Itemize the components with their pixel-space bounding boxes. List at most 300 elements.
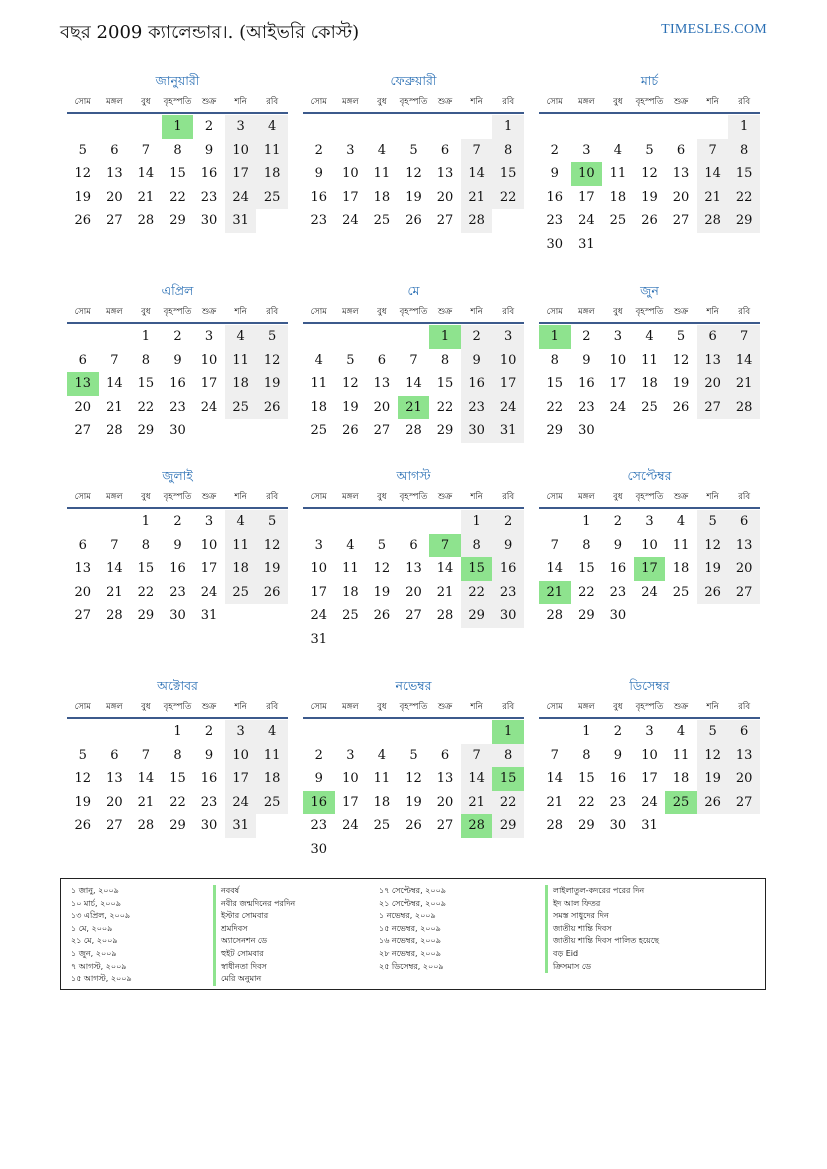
day-cell[interactable]: 9	[613, 747, 623, 763]
day-cell[interactable]: 19	[373, 584, 391, 600]
day-cell[interactable]: 28	[697, 209, 729, 233]
day-cell[interactable]: 3	[346, 747, 355, 763]
day-cell[interactable]: 5	[697, 510, 729, 534]
day-cell[interactable]: 16	[200, 166, 218, 182]
day-cell[interactable]: 31	[200, 608, 218, 624]
day-cell[interactable]: 4	[676, 514, 686, 529]
day-cell[interactable]: 19	[672, 376, 690, 392]
day-cell[interactable]: 13	[728, 534, 760, 558]
day-cell[interactable]: 30	[310, 841, 328, 857]
day-cell[interactable]: 14	[106, 376, 123, 392]
day-cell[interactable]: 18	[225, 372, 257, 396]
day-cell[interactable]: 15	[492, 767, 524, 791]
day-cell[interactable]: 27	[373, 423, 391, 439]
day-cell[interactable]: 3	[613, 329, 623, 344]
day-cell[interactable]: 7	[461, 744, 493, 768]
day-cell[interactable]: 1	[141, 329, 151, 344]
day-cell[interactable]: 25	[256, 186, 288, 210]
day-cell[interactable]: 20	[106, 189, 123, 205]
day-cell[interactable]: 20	[728, 557, 760, 581]
day-cell[interactable]: 25	[672, 584, 690, 600]
day-cell[interactable]: 20	[436, 794, 454, 810]
day-cell[interactable]: 5	[78, 142, 87, 158]
day-cell[interactable]: 11	[641, 352, 658, 368]
day-cell[interactable]: 12	[641, 166, 658, 182]
day-cell[interactable]: 18	[672, 561, 690, 577]
day-cell[interactable]: 13	[728, 744, 760, 768]
day-cell[interactable]: 6	[728, 720, 760, 744]
day-cell[interactable]: 19	[74, 794, 92, 810]
day-cell[interactable]: 6	[440, 142, 450, 158]
day-cell[interactable]: 26	[342, 423, 359, 439]
day-cell[interactable]: 16	[200, 771, 218, 787]
day-cell[interactable]: 14	[728, 349, 760, 373]
day-cell[interactable]: 5	[645, 142, 654, 158]
day-cell[interactable]: 7	[728, 325, 760, 349]
day-cell[interactable]: 23	[200, 189, 218, 205]
day-cell[interactable]: 10	[571, 162, 603, 186]
day-cell[interactable]: 19	[256, 557, 288, 581]
day-cell[interactable]: 18	[641, 376, 658, 392]
day-cell[interactable]: 26	[74, 818, 92, 834]
day-cell[interactable]: 6	[440, 747, 450, 763]
day-cell[interactable]: 27	[405, 608, 422, 624]
day-cell[interactable]: 24	[310, 608, 328, 624]
day-cell[interactable]: 19	[697, 557, 729, 581]
day-cell[interactable]: 27	[436, 213, 454, 229]
day-cell[interactable]: 22	[137, 584, 155, 600]
day-cell[interactable]: 1	[492, 115, 524, 139]
day-cell[interactable]: 9	[204, 142, 214, 158]
day-cell[interactable]: 1	[582, 514, 591, 529]
day-cell[interactable]: 2	[173, 329, 182, 344]
day-cell[interactable]: 11	[225, 534, 257, 558]
day-cell[interactable]: 3	[582, 142, 591, 158]
day-cell[interactable]: 7	[409, 352, 418, 368]
day-cell[interactable]: 30	[578, 423, 595, 439]
day-cell[interactable]: 13	[373, 376, 391, 392]
day-cell[interactable]: 29	[546, 423, 564, 439]
day-cell[interactable]: 12	[256, 534, 288, 558]
day-cell[interactable]: 21	[546, 794, 564, 810]
day-cell[interactable]: 8	[492, 744, 524, 768]
day-cell[interactable]: 24	[200, 584, 218, 600]
day-cell[interactable]: 28	[106, 608, 123, 624]
day-cell[interactable]: 27	[697, 396, 729, 420]
day-cell[interactable]: 1	[582, 724, 591, 739]
day-cell[interactable]: 19	[405, 189, 422, 205]
day-cell[interactable]: 12	[697, 744, 729, 768]
day-cell[interactable]: 12	[405, 166, 422, 182]
day-cell[interactable]: 20	[728, 767, 760, 791]
day-cell[interactable]: 31	[578, 236, 595, 252]
day-cell[interactable]: 14	[461, 162, 493, 186]
day-cell[interactable]: 12	[74, 771, 92, 787]
day-cell[interactable]: 31	[641, 818, 658, 834]
day-cell[interactable]: 4	[613, 142, 623, 158]
day-cell[interactable]: 4	[256, 115, 288, 139]
day-cell[interactable]: 26	[697, 791, 729, 815]
day-cell[interactable]: 8	[461, 534, 493, 558]
day-cell[interactable]: 3	[314, 537, 323, 553]
day-cell[interactable]: 28	[436, 608, 454, 624]
day-cell[interactable]: 28	[137, 818, 155, 834]
day-cell[interactable]: 8	[173, 142, 182, 158]
day-cell[interactable]: 21	[461, 791, 493, 815]
day-cell[interactable]: 7	[429, 534, 461, 558]
day-cell[interactable]: 30	[546, 236, 564, 252]
day-cell[interactable]: 28	[405, 423, 422, 439]
day-cell[interactable]: 13	[436, 166, 454, 182]
day-cell[interactable]: 8	[440, 352, 450, 368]
day-cell[interactable]: 10	[200, 537, 218, 553]
day-cell[interactable]: 25	[641, 399, 658, 415]
day-cell[interactable]: 8	[141, 352, 151, 368]
day-cell[interactable]: 21	[106, 584, 123, 600]
day-cell[interactable]: 22	[546, 399, 564, 415]
day-cell[interactable]: 6	[697, 325, 729, 349]
day-cell[interactable]: 28	[106, 423, 123, 439]
day-cell[interactable]: 11	[373, 166, 391, 182]
day-cell[interactable]: 16	[578, 376, 595, 392]
day-cell[interactable]: 18	[310, 399, 328, 415]
day-cell[interactable]: 7	[110, 537, 119, 553]
day-cell[interactable]: 22	[436, 399, 454, 415]
day-cell[interactable]: 7	[110, 352, 119, 368]
day-cell[interactable]: 13	[405, 561, 422, 577]
day-cell[interactable]: 20	[672, 189, 690, 205]
day-cell[interactable]: 28	[461, 209, 493, 233]
day-cell[interactable]: 17	[342, 189, 359, 205]
day-cell[interactable]: 15	[492, 162, 524, 186]
day-cell[interactable]: 26	[697, 581, 729, 605]
day-cell[interactable]: 16	[492, 557, 524, 581]
day-cell[interactable]: 5	[676, 329, 686, 344]
day-cell[interactable]: 30	[492, 604, 524, 628]
day-cell[interactable]: 2	[204, 119, 214, 134]
day-cell[interactable]: 10	[200, 352, 218, 368]
day-cell[interactable]: 8	[728, 139, 760, 163]
day-cell[interactable]: 4	[377, 142, 387, 158]
day-cell[interactable]: 20	[436, 189, 454, 205]
day-cell[interactable]: 20	[106, 794, 123, 810]
day-cell[interactable]: 23	[310, 818, 328, 834]
day-cell[interactable]: 22	[169, 794, 186, 810]
day-cell[interactable]: 21	[398, 396, 430, 420]
day-cell[interactable]: 11	[225, 349, 257, 373]
day-cell[interactable]: 8	[173, 747, 182, 763]
day-cell[interactable]: 5	[256, 510, 288, 534]
day-cell[interactable]: 10	[342, 166, 359, 182]
day-cell[interactable]: 2	[582, 329, 591, 344]
day-cell[interactable]: 22	[578, 794, 595, 810]
day-cell[interactable]: 13	[436, 771, 454, 787]
day-cell[interactable]: 16	[169, 376, 186, 392]
day-cell[interactable]: 25	[225, 581, 257, 605]
day-cell[interactable]: 9	[613, 537, 623, 553]
day-cell[interactable]: 15	[137, 376, 155, 392]
day-cell[interactable]: 26	[256, 581, 288, 605]
day-cell[interactable]: 3	[225, 115, 257, 139]
day-cell[interactable]: 22	[578, 584, 595, 600]
day-cell[interactable]: 8	[492, 139, 524, 163]
day-cell[interactable]: 3	[645, 514, 654, 529]
day-cell[interactable]: 23	[609, 584, 627, 600]
day-cell[interactable]: 23	[169, 584, 186, 600]
day-cell[interactable]: 22	[169, 189, 186, 205]
day-cell[interactable]: 1	[141, 514, 151, 529]
day-cell[interactable]: 5	[256, 325, 288, 349]
day-cell[interactable]: 6	[78, 352, 87, 368]
day-cell[interactable]: 31	[310, 631, 328, 647]
day-cell[interactable]: 29	[169, 213, 186, 229]
day-cell[interactable]: 18	[342, 584, 359, 600]
day-cell[interactable]: 2	[613, 724, 623, 739]
day-cell[interactable]: 2	[550, 142, 559, 158]
day-cell[interactable]: 15	[728, 162, 760, 186]
day-cell[interactable]: 14	[697, 162, 729, 186]
day-cell[interactable]: 28	[546, 818, 564, 834]
day-cell[interactable]: 22	[461, 581, 493, 605]
day-cell[interactable]: 10	[609, 352, 627, 368]
day-cell[interactable]: 29	[436, 423, 454, 439]
day-cell[interactable]: 27	[728, 791, 760, 815]
day-cell[interactable]: 14	[461, 767, 493, 791]
day-cell[interactable]: 5	[377, 537, 387, 553]
day-cell[interactable]: 8	[141, 537, 151, 553]
day-cell[interactable]: 28	[546, 608, 564, 624]
day-cell[interactable]: 6	[78, 537, 87, 553]
day-cell[interactable]: 28	[461, 814, 493, 838]
day-cell[interactable]: 2	[613, 514, 623, 529]
day-cell[interactable]: 29	[492, 814, 524, 838]
day-cell[interactable]: 10	[492, 349, 524, 373]
day-cell[interactable]: 13	[106, 166, 123, 182]
day-cell[interactable]: 11	[672, 747, 690, 763]
day-cell[interactable]: 22	[492, 186, 524, 210]
day-cell[interactable]: 13	[672, 166, 690, 182]
day-cell[interactable]: 25	[609, 213, 627, 229]
day-cell[interactable]: 11	[256, 744, 288, 768]
day-cell[interactable]: 8	[582, 537, 591, 553]
day-cell[interactable]: 16	[310, 189, 328, 205]
day-cell[interactable]: 22	[137, 399, 155, 415]
day-cell[interactable]: 9	[314, 166, 323, 182]
day-cell[interactable]: 24	[342, 818, 359, 834]
day-cell[interactable]: 15	[169, 771, 186, 787]
day-cell[interactable]: 15	[546, 376, 564, 392]
day-cell[interactable]: 18	[373, 189, 391, 205]
day-cell[interactable]: 11	[373, 771, 391, 787]
day-cell[interactable]: 14	[106, 561, 123, 577]
day-cell[interactable]: 1	[728, 115, 760, 139]
day-cell[interactable]: 28	[728, 396, 760, 420]
day-cell[interactable]: 4	[256, 720, 288, 744]
day-cell[interactable]: 13	[106, 771, 123, 787]
day-cell[interactable]: 29	[169, 818, 186, 834]
day-cell[interactable]: 20	[697, 372, 729, 396]
day-cell[interactable]: 31	[225, 814, 257, 838]
day-cell[interactable]: 11	[310, 376, 328, 392]
day-cell[interactable]: 17	[225, 767, 257, 791]
day-cell[interactable]: 17	[310, 584, 328, 600]
day-cell[interactable]: 22	[492, 791, 524, 815]
day-cell[interactable]: 10	[641, 747, 658, 763]
day-cell[interactable]: 31	[492, 419, 524, 443]
day-cell[interactable]: 24	[200, 399, 218, 415]
day-cell[interactable]: 4	[314, 352, 323, 368]
day-cell[interactable]: 12	[342, 376, 359, 392]
day-cell[interactable]: 21	[106, 399, 123, 415]
day-cell[interactable]: 3	[204, 514, 214, 529]
day-cell[interactable]: 14	[405, 376, 422, 392]
day-cell[interactable]: 24	[609, 399, 627, 415]
day-cell[interactable]: 12	[405, 771, 422, 787]
day-cell[interactable]: 27	[106, 818, 123, 834]
day-cell[interactable]: 24	[641, 794, 658, 810]
day-cell[interactable]: 30	[169, 608, 186, 624]
day-cell[interactable]: 19	[405, 794, 422, 810]
day-cell[interactable]: 13	[67, 372, 99, 396]
day-cell[interactable]: 16	[169, 561, 186, 577]
day-cell[interactable]: 17	[200, 376, 218, 392]
day-cell[interactable]: 26	[405, 818, 422, 834]
day-cell[interactable]: 10	[641, 537, 658, 553]
day-cell[interactable]: 26	[641, 213, 658, 229]
day-cell[interactable]: 12	[256, 349, 288, 373]
day-cell[interactable]: 9	[173, 352, 182, 368]
day-cell[interactable]: 16	[303, 791, 335, 815]
day-cell[interactable]: 14	[137, 166, 155, 182]
day-cell[interactable]: 29	[578, 608, 595, 624]
day-cell[interactable]: 14	[436, 561, 454, 577]
day-cell[interactable]: 3	[346, 142, 355, 158]
day-cell[interactable]: 19	[256, 372, 288, 396]
day-cell[interactable]: 26	[256, 396, 288, 420]
day-cell[interactable]: 1	[461, 510, 493, 534]
day-cell[interactable]: 21	[728, 372, 760, 396]
day-cell[interactable]: 9	[314, 771, 323, 787]
day-cell[interactable]: 26	[672, 399, 690, 415]
day-cell[interactable]: 1	[162, 115, 194, 139]
day-cell[interactable]: 25	[373, 213, 391, 229]
day-cell[interactable]: 2	[173, 514, 182, 529]
day-cell[interactable]: 15	[137, 561, 155, 577]
day-cell[interactable]: 30	[609, 608, 627, 624]
day-cell[interactable]: 26	[405, 213, 422, 229]
day-cell[interactable]: 21	[539, 581, 571, 605]
day-cell[interactable]: 2	[204, 724, 214, 739]
day-cell[interactable]: 9	[204, 747, 214, 763]
day-cell[interactable]: 27	[672, 213, 690, 229]
day-cell[interactable]: 25	[373, 818, 391, 834]
day-cell[interactable]: 14	[546, 561, 564, 577]
day-cell[interactable]: 30	[461, 419, 493, 443]
day-cell[interactable]: 5	[409, 747, 418, 763]
day-cell[interactable]: 6	[377, 352, 387, 368]
day-cell[interactable]: 20	[74, 584, 92, 600]
day-cell[interactable]: 11	[256, 139, 288, 163]
day-cell[interactable]: 23	[578, 399, 595, 415]
day-cell[interactable]: 23	[169, 399, 186, 415]
day-cell[interactable]: 24	[578, 213, 595, 229]
day-cell[interactable]: 27	[74, 423, 92, 439]
day-cell[interactable]: 17	[578, 189, 595, 205]
day-cell[interactable]: 5	[78, 747, 87, 763]
day-cell[interactable]: 11	[609, 166, 627, 182]
day-cell[interactable]: 20	[373, 399, 391, 415]
day-cell[interactable]: 15	[578, 771, 595, 787]
day-cell[interactable]: 26	[74, 213, 92, 229]
day-cell[interactable]: 7	[550, 537, 559, 553]
day-cell[interactable]: 6	[110, 142, 119, 158]
day-cell[interactable]: 30	[200, 213, 218, 229]
day-cell[interactable]: 17	[492, 372, 524, 396]
day-cell[interactable]: 27	[436, 818, 454, 834]
day-cell[interactable]: 2	[492, 510, 524, 534]
day-cell[interactable]: 7	[141, 142, 151, 158]
day-cell[interactable]: 1	[429, 325, 461, 349]
day-cell[interactable]: 21	[697, 186, 729, 210]
day-cell[interactable]: 31	[225, 209, 257, 233]
day-cell[interactable]: 24	[342, 213, 359, 229]
day-cell[interactable]: 5	[697, 720, 729, 744]
day-cell[interactable]: 16	[609, 771, 627, 787]
day-cell[interactable]: 11	[672, 537, 690, 553]
day-cell[interactable]: 25	[342, 608, 359, 624]
day-cell[interactable]: 12	[697, 534, 729, 558]
day-cell[interactable]: 3	[645, 724, 654, 739]
day-cell[interactable]: 29	[137, 423, 155, 439]
day-cell[interactable]: 10	[310, 561, 328, 577]
day-cell[interactable]: 19	[74, 189, 92, 205]
day-cell[interactable]: 27	[106, 213, 123, 229]
day-cell[interactable]: 15	[578, 561, 595, 577]
day-cell[interactable]: 24	[225, 186, 257, 210]
day-cell[interactable]: 6	[409, 537, 418, 553]
day-cell[interactable]: 14	[546, 771, 564, 787]
day-cell[interactable]: 29	[728, 209, 760, 233]
day-cell[interactable]: 20	[74, 399, 92, 415]
day-cell[interactable]: 29	[461, 604, 493, 628]
day-cell[interactable]: 22	[728, 186, 760, 210]
day-cell[interactable]: 4	[346, 537, 355, 553]
day-cell[interactable]: 30	[200, 818, 218, 834]
site-link[interactable]: TIMESLES.COM	[661, 22, 767, 37]
day-cell[interactable]: 25	[310, 423, 328, 439]
day-cell[interactable]: 5	[346, 352, 355, 368]
day-cell[interactable]: 9	[173, 537, 182, 553]
day-cell[interactable]: 4	[225, 510, 257, 534]
day-cell[interactable]: 25	[225, 396, 257, 420]
day-cell[interactable]: 18	[373, 794, 391, 810]
day-cell[interactable]: 4	[676, 724, 686, 739]
day-cell[interactable]: 23	[609, 794, 627, 810]
day-cell[interactable]: 16	[461, 372, 493, 396]
day-cell[interactable]: 7	[697, 139, 729, 163]
day-cell[interactable]: 18	[225, 557, 257, 581]
day-cell[interactable]: 24	[492, 396, 524, 420]
day-cell[interactable]: 3	[492, 325, 524, 349]
day-cell[interactable]: 30	[609, 818, 627, 834]
day-cell[interactable]: 29	[137, 608, 155, 624]
day-cell[interactable]: 23	[310, 213, 328, 229]
day-cell[interactable]: 17	[200, 561, 218, 577]
day-cell[interactable]: 3	[204, 329, 214, 344]
day-cell[interactable]: 10	[225, 139, 257, 163]
day-cell[interactable]: 17	[641, 771, 658, 787]
day-cell[interactable]: 9	[461, 349, 493, 373]
